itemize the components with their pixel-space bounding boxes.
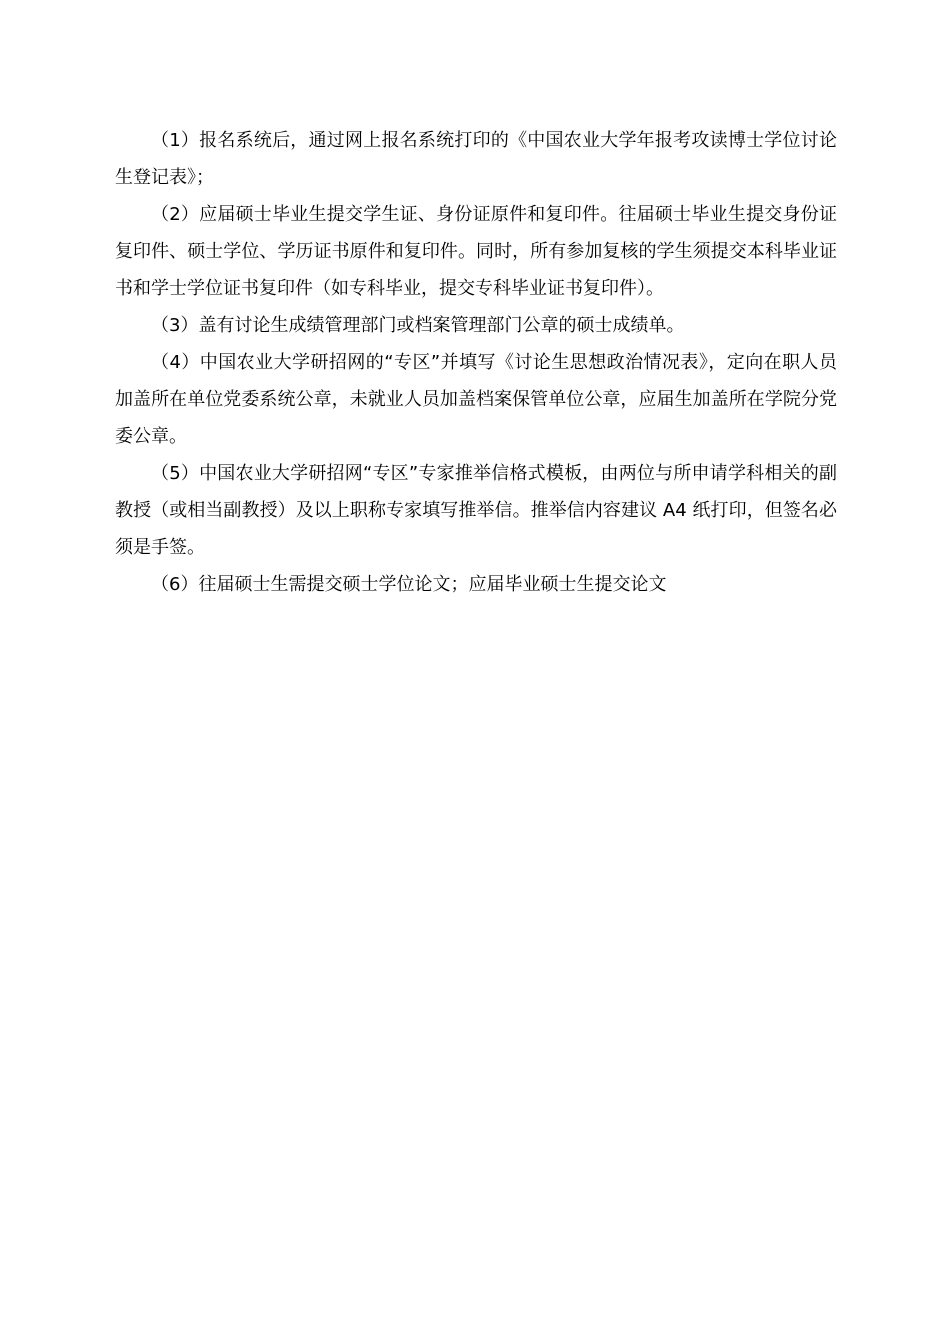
paragraph-6: （6）往届硕士生需提交硕士学位论文；应届毕业硕士生提交论文: [151, 574, 667, 595]
paragraph-1: （1）报名系统后，通过网上报名系统打印的《中国农业大学年报考攻读博士学位讨论生登记表》；: [115, 130, 837, 188]
paragraph-4: （4）中国农业大学研招网的“专区”并填写《讨论生思想政治情况表》，定向在职人员加盖所在单位党委系统公章，未就业人员加盖档案保管单位公章，应届生加盖所在学院分党委公章。: [115, 352, 837, 447]
paragraph-2: （2）应届硕士毕业生提交学生证、身份证原件和复印件。往届硕士毕业生提交身份证复印件、硕士学位、学历证书原件和复印件。同时，所有参加复核的学生须提交本科毕业证书和学士学位证书复印件（如专科毕业，提交专科毕业证书复印件）。: [115, 204, 837, 299]
document-body: [115, 122, 837, 603]
paragraph-3: （3）盖有讨论生成绩管理部门或档案管理部门公章的硕士成绩单。: [151, 315, 685, 336]
paragraph-5: （5）中国农业大学研招网“专区”专家推举信格式模板，由两位与所申请学科相关的副教授（或相当副教授）及以上职称专家填写推举信。推举信内容建议 A4 纸打印，但签名必须是手签。: [115, 463, 837, 558]
